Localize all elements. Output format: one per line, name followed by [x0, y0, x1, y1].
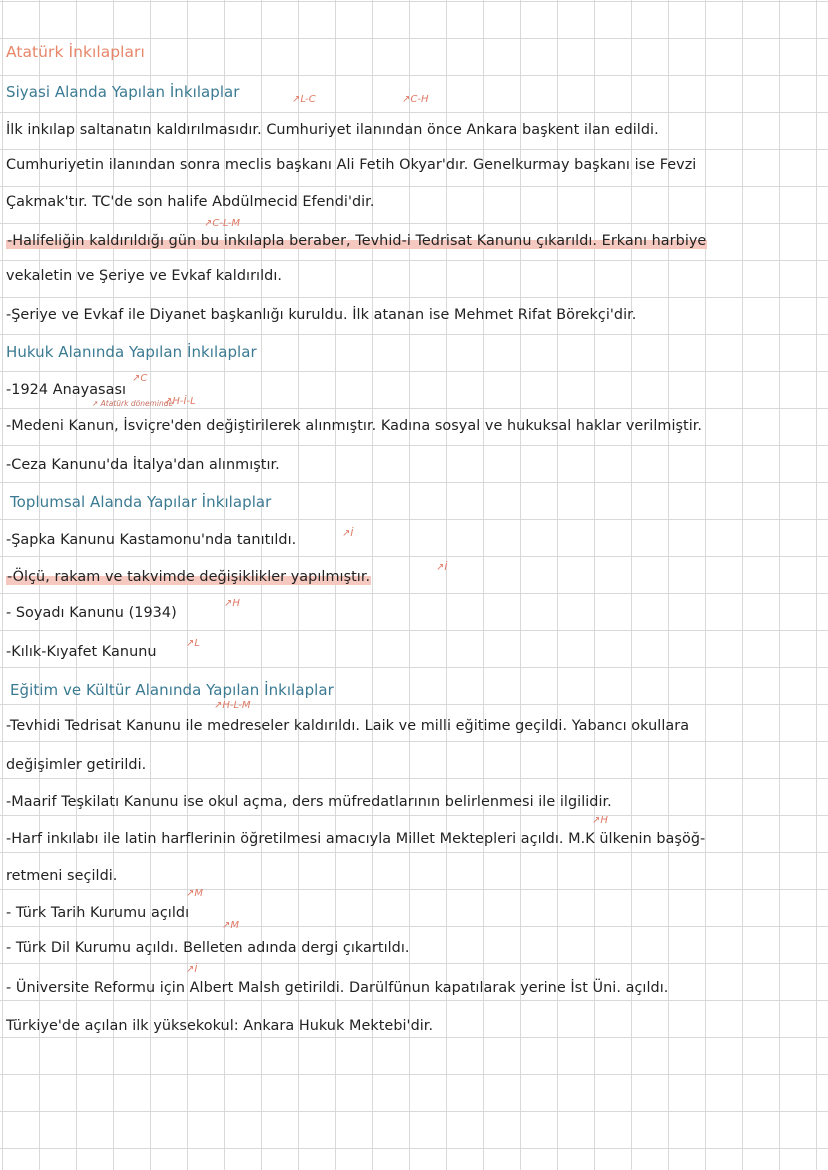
- hukuk-line-1: -1924 Anayasası: [6, 382, 127, 398]
- hukuk-line-2: -Medeni Kanun, İsviçre'den değiştirilerek alınmıştır. Kadına sosyal ve hukuksal haklar verilmiştir.: [6, 418, 703, 434]
- note-millet: ↗H: [592, 815, 608, 826]
- siyasi-line-4: [6, 231, 820, 251]
- toplumsal-line-1: -Şapka Kanunu Kastamonu'nda tanıtıldı.: [6, 532, 297, 548]
- highlight-halifelik: -Halifeliğin kaldırıldığı gün bu inkılapla beraber, Tevhid-i Tedrisat Kanunu çıkarıldı. Erkanı harbiye: [7, 233, 707, 249]
- egitim-line-9: Türkiye'de açılan ilk yüksekokul: Ankara Hukuk Mektebi'dir.: [6, 1018, 434, 1034]
- toplumsal-line-2: [6, 567, 820, 587]
- toplumsal-line-3: - Soyadı Kanunu (1934): [6, 605, 177, 621]
- siyasi-line-2: Cumhuriyetin ilanından sonra meclis başkanı Ali Fetih Okyar'dır. Genelkurmay başkanı ise Fevzi: [6, 157, 697, 173]
- note-halifelik: ↗C-L-M: [204, 218, 241, 229]
- siyasi-line-5: vekaletin ve Şeriye ve Evkaf kaldırıldı.: [6, 268, 282, 284]
- note-cumhuriyet: ↗C-H: [402, 94, 429, 105]
- section-heading-hukuk: Hukuk Alanında Yapılan İnkılaplar: [6, 343, 257, 361]
- egitim-line-3: -Maarif Teşkilatı Kanunu ise okul açma, ders müfredatlarının belirlenmesi ile ilgilidir.: [6, 794, 612, 810]
- note-dil: ↗M: [222, 920, 240, 931]
- note-tarih: ↗M: [186, 888, 204, 899]
- note-sapka: ↗İ: [342, 528, 354, 539]
- note-medeni-aside: ↗ Atatürk döneminde: [92, 399, 174, 408]
- note-saltanat: ↗L-C: [292, 94, 316, 105]
- note-anayasa: ↗C: [132, 373, 148, 384]
- egitim-line-8: - Üniversite Reformu için Albert Malsh getirildi. Darülfünun kapatılarak yerine İst Üni. açıldı.: [6, 980, 669, 996]
- egitim-line-5: retmeni seçildi.: [6, 868, 118, 884]
- note-kilik: ↗L: [186, 638, 200, 649]
- highlight-olcu: -Ölçü, rakam ve takvimde değişiklikler yapılmıştır.: [7, 569, 371, 585]
- egitim-line-2: değişimler getirildi.: [6, 757, 147, 773]
- egitim-line-6: - Türk Tarih Kurumu açıldı: [6, 905, 190, 921]
- siyasi-line-1: İlk inkılap saltanatın kaldırılmasıdır. Cumhuriyet ilanından önce Ankara başkent ilan edildi.: [6, 122, 659, 138]
- section-heading-toplumsal: Toplumsal Alanda Yapılar İnkılaplar: [10, 493, 272, 511]
- egitim-line-7: - Türk Dil Kurumu açıldı. Belleten adında dergi çıkartıldı.: [6, 940, 410, 956]
- siyasi-line-6: -Şeriye ve Evkaf ile Diyanet başkanlığı kuruldu. İlk atanan ise Mehmet Rifat Börekçi'dir.: [6, 307, 637, 323]
- note-medeni: ↗H-İ-L: [164, 396, 196, 407]
- section-heading-egitim: Eğitim ve Kültür Alanında Yapılan İnkılaplar: [10, 681, 334, 699]
- toplumsal-line-4: -Kılık-Kıyafet Kanunu: [6, 644, 157, 660]
- note-universite: ↗İ: [186, 964, 198, 975]
- egitim-line-1: -Tevhidi Tedrisat Kanunu ile medreseler kaldırıldı. Laik ve milli eğitime geçildi. Yabancı okullara: [6, 718, 690, 734]
- note-egitim-heading: ↗H-L-M: [214, 700, 251, 711]
- section-heading-siyasi: Siyasi Alanda Yapılan İnkılaplar: [6, 83, 240, 101]
- hukuk-line-3: -Ceza Kanunu'da İtalya'dan alınmıştır.: [6, 457, 280, 473]
- note-soyadi: ↗H: [224, 598, 240, 609]
- page-title: Atatürk İnkılapları: [6, 43, 145, 61]
- note-olcu: ↗İ: [436, 562, 448, 573]
- egitim-line-4: -Harf inkılabı ile latin harflerinin öğretilmesi amacıyla Millet Mektepleri açıldı. M.K ülkenin başöğ-: [6, 831, 706, 847]
- siyasi-line-3: Çakmak'tır. TC'de son halife Abdülmecid Efendi'dir.: [6, 194, 375, 210]
